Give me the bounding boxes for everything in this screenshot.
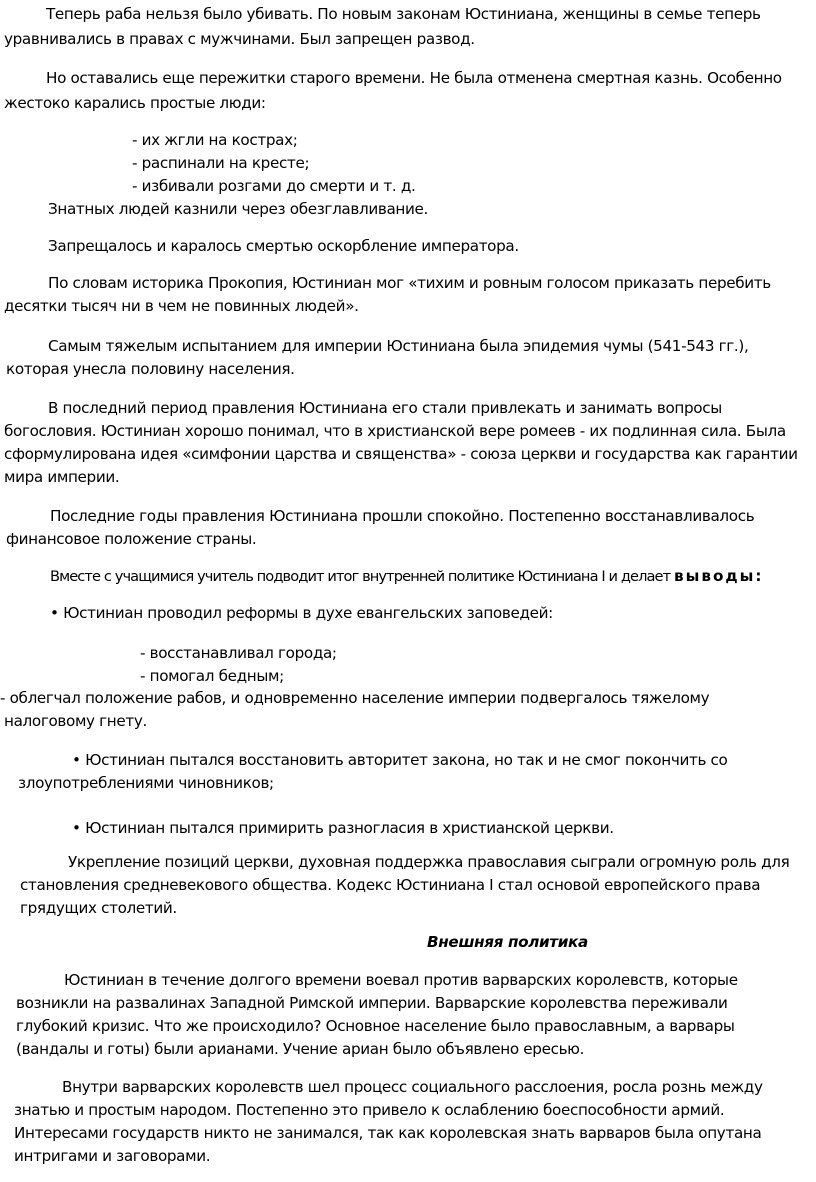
paragraph-line: грядущих столетий.	[20, 899, 177, 917]
paragraph-line: Укрепление позиций церкви, духовная поддержка православия сыграли огромную роль для	[68, 853, 790, 871]
paragraph-line: мира империи.	[4, 468, 120, 486]
summary-intro	[50, 566, 763, 587]
paragraph-line: Теперь раба нельзя было убивать. По новым законам Юстиниана, женщины в семье теперь	[46, 5, 761, 23]
list-item: - помогал бедным;	[140, 667, 284, 685]
paragraph-line: Запрещалось и каралось смертью оскорбление императора.	[48, 237, 519, 255]
summary-intro-text: Вместе с учащимися учитель подводит итог внутренней политике Юстиниана I и делает	[50, 568, 674, 585]
paragraph-line: жестоко карались простые люди:	[4, 94, 266, 112]
paragraph-line: Интересами государств никто не занимался, так как королевская знать варваров была опутана	[14, 1124, 762, 1142]
paragraph-line: богословия. Юстиниан хорошо понимал, что в христианской вере ромеев - их подлинная сила. Была	[4, 422, 786, 440]
list-item: - их жгли на кострах;	[132, 131, 298, 149]
list-item: налоговому гнету.	[4, 712, 147, 730]
paragraph-line: Самым тяжелым испытанием для империи Юстиниана была эпидемия чумы (541-543 гг.),	[48, 337, 749, 355]
list-item: - облегчал положение рабов, и одновременно население империи подвергалось тяжелому	[0, 689, 710, 707]
paragraph-line: которая унесла половину населения.	[6, 360, 295, 378]
summary-keyword: выводы:	[673, 567, 764, 585]
paragraph-line: (вандалы и готы) были арианами. Учение ариан было объявлено ересью.	[16, 1040, 585, 1058]
paragraph-line: Но оставались еще пережитки старого времени. Не была отменена смертная казнь. Особенно	[46, 69, 782, 87]
bullet-item: • Юстиниан пытался восстановить авторитет закона, но так и не смог покончить со	[72, 751, 728, 769]
bullet-item: • Юстиниан пытался примирить разногласия в христианской церкви.	[72, 819, 614, 837]
paragraph-line: сформулирована идея «симфонии царства и священства» - союза церкви и государства как гарантии	[4, 445, 798, 463]
paragraph-line: интригами и заговорами.	[14, 1147, 211, 1165]
paragraph-line: Внутри варварских королевств шел процесс социального расслоения, росла рознь между	[62, 1078, 763, 1096]
paragraph-line: Знатных людей казнили через обезглавливание.	[48, 200, 428, 218]
paragraph-line: Юстиниан в течение долгого времени воевал против варварских королевств, которые	[64, 971, 738, 989]
paragraph-line: возникли на развалинах Западной Римской империи. Варварские королевства переживали	[16, 994, 728, 1012]
paragraph-line: финансовое положение страны.	[6, 530, 257, 548]
section-heading: Внешняя политика	[427, 933, 588, 951]
bullet-item: • Юстиниан проводил реформы в духе евангельских заповедей:	[50, 604, 553, 622]
paragraph-line: В последний период правления Юстиниана его стали привлекать и занимать вопросы	[48, 399, 722, 417]
list-item: - избивали розгами до смерти и т. д.	[132, 177, 416, 195]
paragraph-line: глубокий кризис. Что же происходило? Основное население было православным, а варвары	[16, 1017, 735, 1035]
paragraph-line: Последние годы правления Юстиниана прошли спокойно. Постепенно восстанавливалось	[50, 507, 755, 525]
paragraph-line: По словам историка Прокопия, Юстиниан мог «тихим и ровным голосом приказать перебить	[48, 274, 771, 292]
paragraph-line: становления средневекового общества. Кодекс Юстиниана I стал основой европейского права	[20, 876, 761, 894]
list-item: - распинали на кресте;	[132, 154, 310, 172]
paragraph-line: десятки тысяч ни в чем не повинных людей».	[4, 297, 359, 315]
list-item: - восстанавливал города;	[140, 644, 337, 662]
paragraph-line: знатью и простым народом. Постепенно это привело к ослаблению боеспособности армий.	[14, 1101, 725, 1119]
bullet-item: злоупотреблениями чиновников;	[18, 774, 274, 792]
paragraph-line: уравнивались в правах с мужчинами. Был запрещен развод.	[4, 30, 475, 48]
